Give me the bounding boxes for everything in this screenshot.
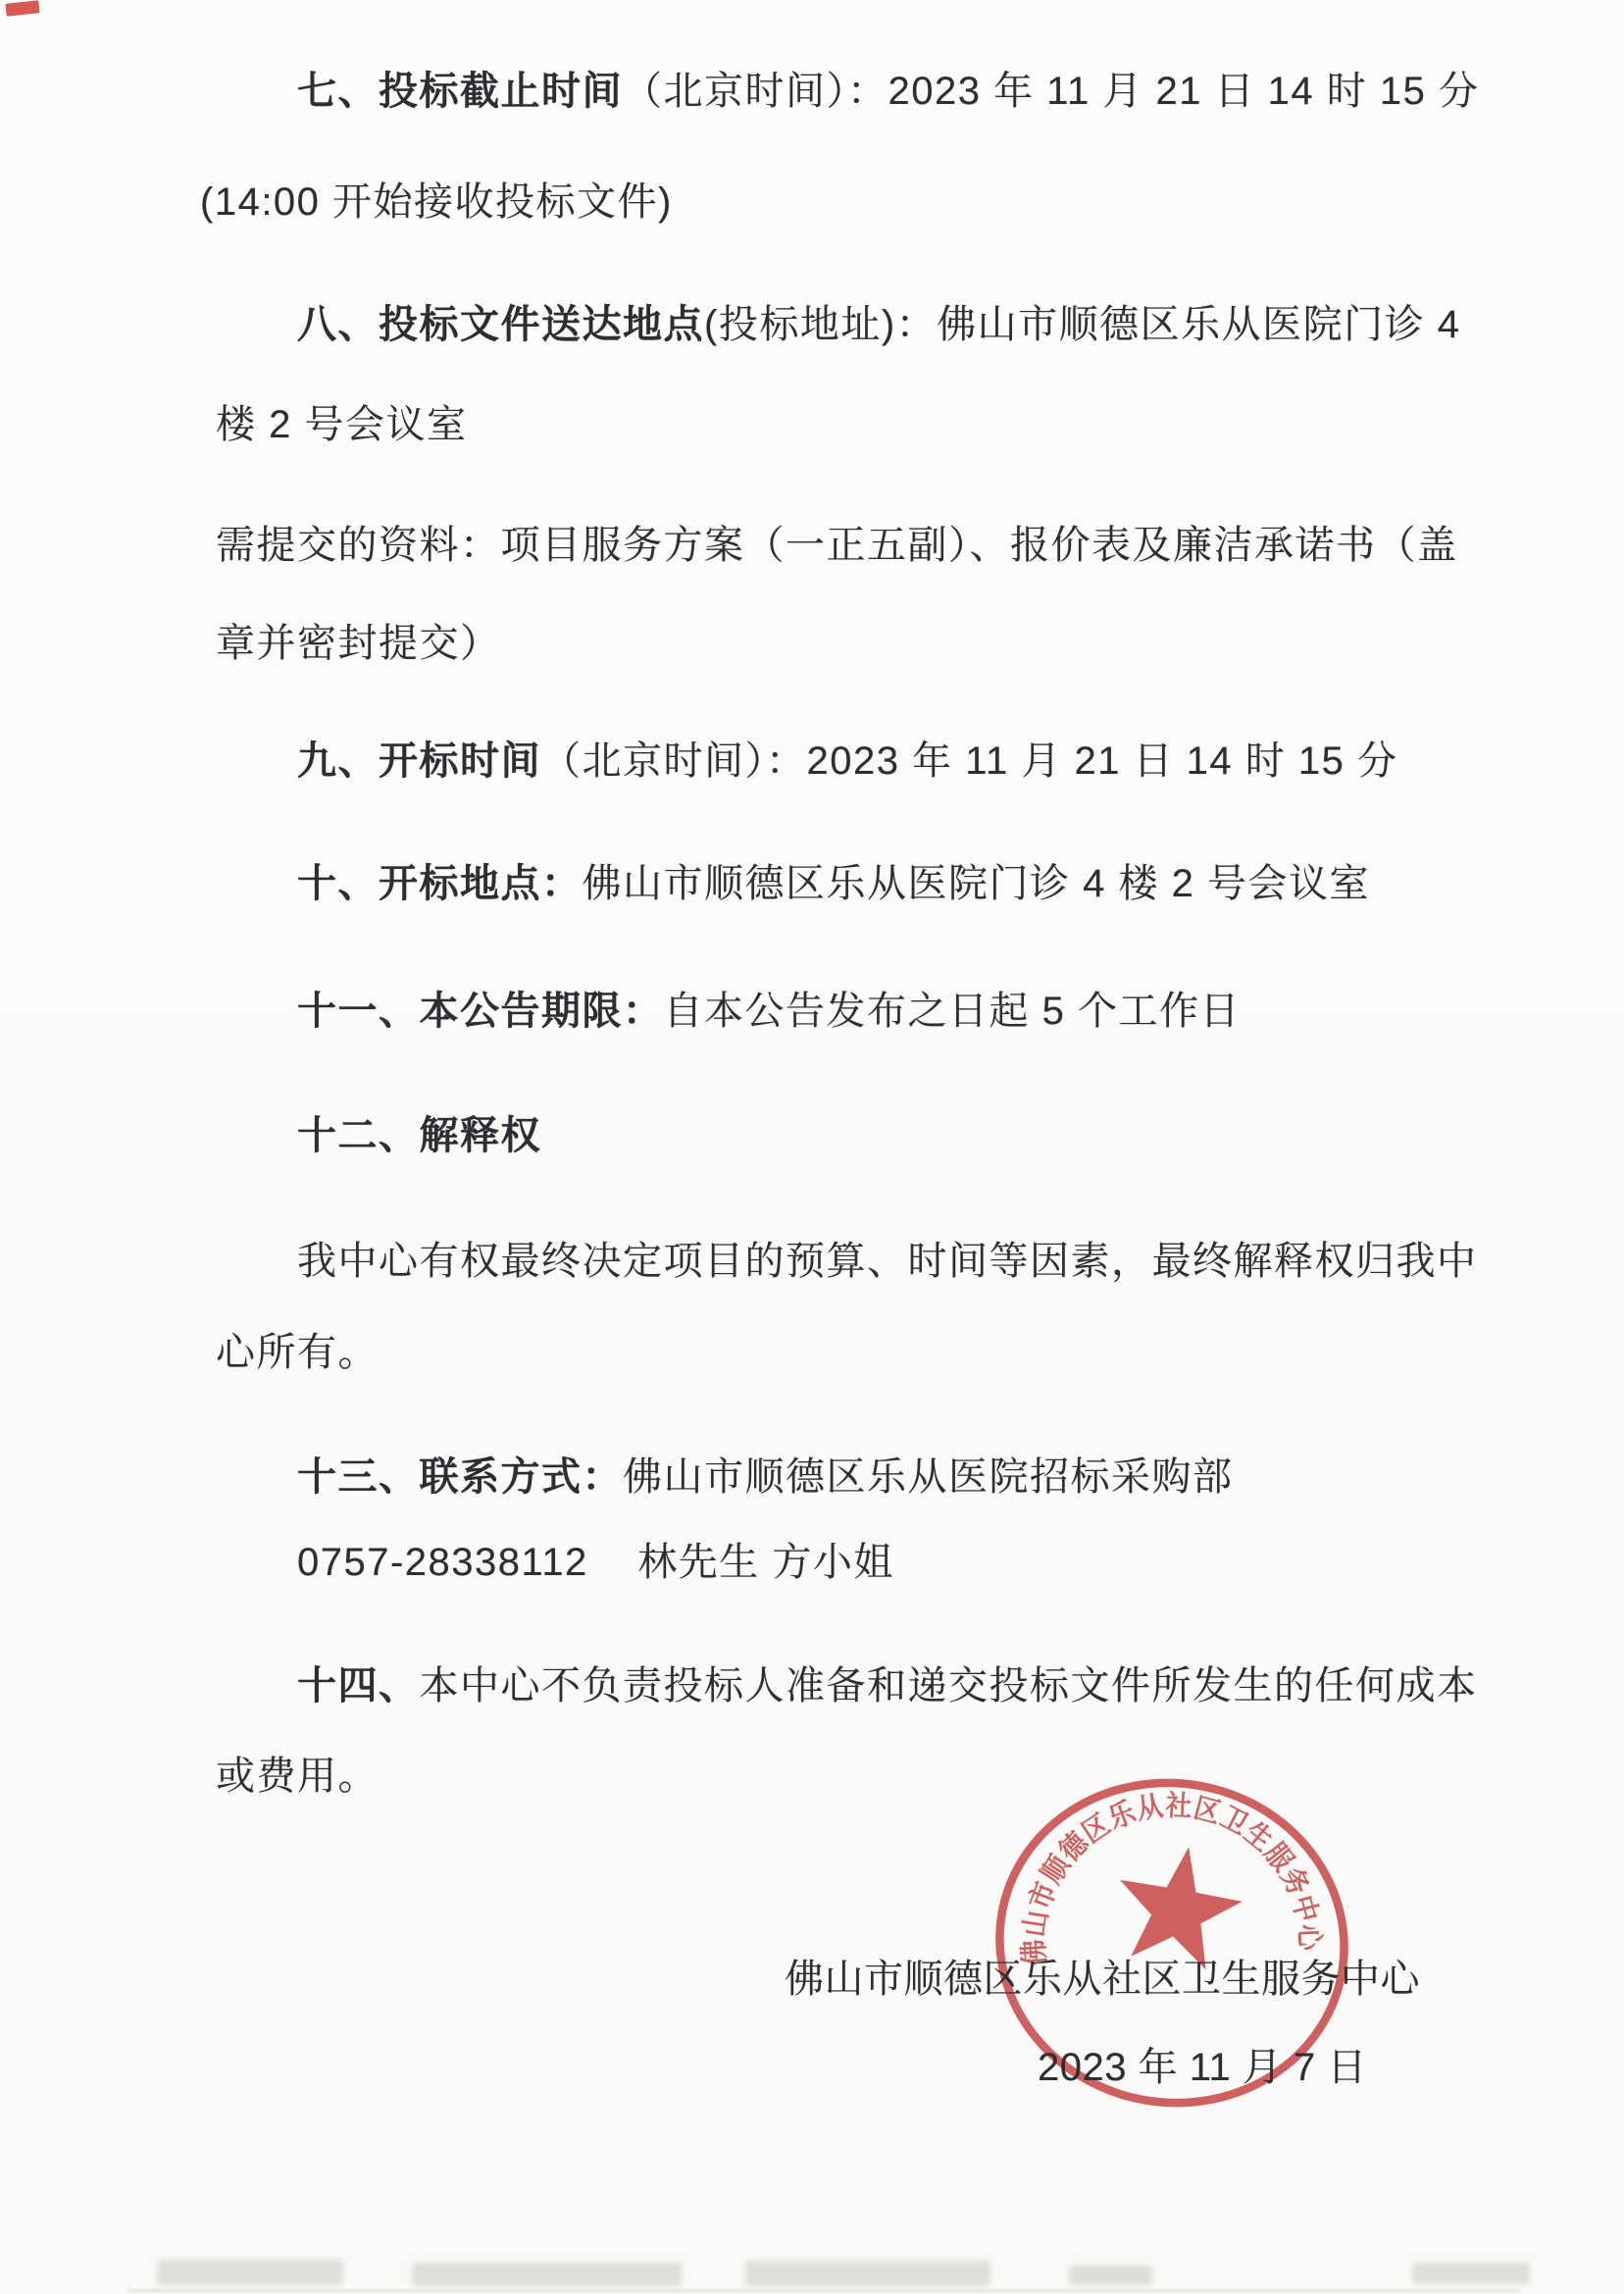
interpretation-text-2: 心所有。 <box>216 1331 379 1374</box>
section-8-line <box>297 297 1461 352</box>
section-7-note-line <box>200 175 673 229</box>
materials-text-2: 章并密封提交） <box>216 622 501 665</box>
materials-text-1: 需提交的资料：项目服务方案（一正五副）、报价表及廉洁承诺书（盖 <box>216 524 1458 567</box>
section-14-text: 本中心不负责投标人准备和递交投标文件所发生的任何成本 <box>419 1664 1478 1708</box>
section-14-line <box>297 1658 1478 1713</box>
section-11-heading: 十一、本公告期限： <box>297 990 664 1033</box>
stamp-arc-text: 佛山市顺德区乐从社区卫生服务中心 <box>1017 1789 1326 1967</box>
interpretation-line-1 <box>297 1234 1478 1289</box>
section-8-heading: 八、投标文件送达地点 <box>297 303 704 346</box>
materials-line-2 <box>216 616 501 671</box>
scan-artifact <box>1412 2263 1530 2284</box>
section-7-line <box>297 64 1480 119</box>
contact-phone-text: 0757-28338112 林先生 方小姐 <box>297 1541 894 1584</box>
section-14-heading: 十四、 <box>297 1664 420 1708</box>
section-10-line <box>297 856 1370 911</box>
scan-artifact <box>745 2261 990 2286</box>
section-12-line <box>297 1108 541 1163</box>
section-11-line <box>297 984 1241 1039</box>
contact-phone-line <box>297 1535 894 1590</box>
section-7-heading: 七、投标截止时间 <box>297 70 623 113</box>
materials-line-1 <box>216 518 1458 573</box>
section-10-text: 佛山市顺德区乐从医院门诊 4 楼 2 号会议室 <box>582 862 1370 905</box>
section-8-text-2: 楼 2 号会议室 <box>216 403 468 446</box>
section-9-line <box>297 734 1398 789</box>
section-14-continuation <box>216 1749 379 1804</box>
scan-artifact <box>1069 2266 1152 2285</box>
scan-artifact <box>157 2260 343 2285</box>
section-8-continuation <box>216 397 467 452</box>
section-9-heading: 九、开标时间 <box>297 739 541 783</box>
signature-date: 2023 年 11 月 7 日 <box>1038 2046 1367 2089</box>
section-13-heading: 十三、联系方式： <box>297 1455 623 1499</box>
section-7-text: （北京时间）：2023 年 11 月 21 日 14 时 15 分 <box>623 70 1480 113</box>
section-14-text-2: 或费用。 <box>216 1755 379 1798</box>
scan-bottom-edge <box>127 2289 1520 2292</box>
section-13-line <box>297 1450 1234 1504</box>
interpretation-text-1: 我中心有权最终决定项目的预算、时间等因素，最终解释权归我中 <box>297 1240 1478 1283</box>
section-10-heading: 十、开标地点： <box>297 862 583 905</box>
scan-artifact <box>412 2263 682 2286</box>
section-7-note: (14:00 开始接收投标文件) <box>200 180 673 224</box>
section-11-text: 自本公告发布之日起 5 个工作日 <box>663 990 1241 1033</box>
section-13-text: 佛山市顺德区乐从医院招标采购部 <box>623 1455 1234 1499</box>
section-9-text: （北京时间）：2023 年 11 月 21 日 14 时 15 分 <box>541 739 1398 783</box>
signature-org: 佛山市顺德区乐从社区卫生服务中心 <box>785 1958 1420 2001</box>
section-12-heading: 十二、解释权 <box>297 1114 541 1157</box>
interpretation-line-2 <box>216 1325 379 1380</box>
section-8-text: (投标地址)：佛山市顺德区乐从医院门诊 4 <box>704 303 1461 346</box>
scan-red-corner-mark <box>5 0 39 16</box>
